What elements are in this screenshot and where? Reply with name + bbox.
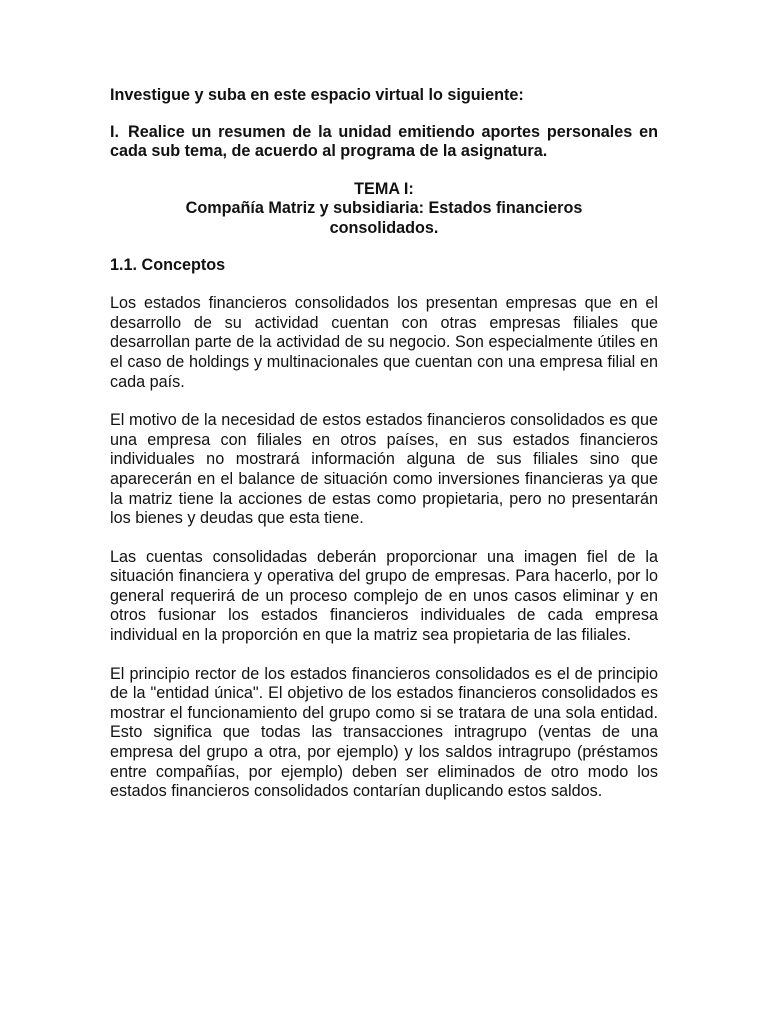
paragraph: Las cuentas consolidadas deberán proporcionar una imagen fiel de la situación financiera y operativa del grupo de empresas. Para hacerlo, por lo general requerirá de un proceso complejo de en unos casos eliminar y en otros fusionar los estados financieros individuales de cada empresa individual en la proporción en que la matriz sea propietaria de las filiales.: [110, 547, 658, 645]
tema-label: TEMA I:: [354, 179, 414, 198]
task-item: [110, 123, 658, 162]
tema-heading: [110, 180, 658, 239]
tema-title: Compañía Matriz y subsidiaria: Estados financieros consolidados.: [185, 199, 583, 237]
document-page: [110, 86, 658, 821]
paragraph: El motivo de la necesidad de estos estados financieros consolidados es que una empresa con filiales en otros países, en sus estados financieros individuales no mostrará información alguna de sus filiales sino que aparecerán en el balance de situación como inversiones financieras ya que la matriz tiene la acciones de estas como propietaria, pero no presentarán los bienes y deudas que esta tiene.: [110, 411, 658, 528]
section-heading: 1.1. Conceptos: [110, 255, 226, 274]
paragraph: Los estados financieros consolidados los presentan empresas que en el desarrollo de su actividad cuentan con otras empresas filiales que desarrollan parte de la actividad de su negocio. Son especialmente útiles en el caso de holdings y multinacionales que cuentan con una empresa filial en cada país.: [110, 294, 658, 391]
intro-instruction: Investigue y suba en este espacio virtual lo siguiente:: [110, 86, 524, 104]
task-text: Realice un resumen de la unidad emitiendo aportes personales en cada sub tema, de acuerdo al programa de la asignatura.: [110, 122, 658, 161]
task-number: I.: [110, 122, 119, 141]
paragraph: El principio rector de los estados financieros consolidados es el de principio de la "entidad única". El objetivo de los estados financieros consolidados es mostrar el funcionamiento del grupo como si se tratara de una sola entidad. Esto significa que todas las transacciones intragrupo (ventas de una empresa del grupo a otra, por ejemplo) y los saldos intragrupo (préstamos entre compañías, por ejemplo) deben ser eliminados de otro modo los estados financieros consolidados contarían duplicando estos saldos.: [110, 664, 658, 801]
